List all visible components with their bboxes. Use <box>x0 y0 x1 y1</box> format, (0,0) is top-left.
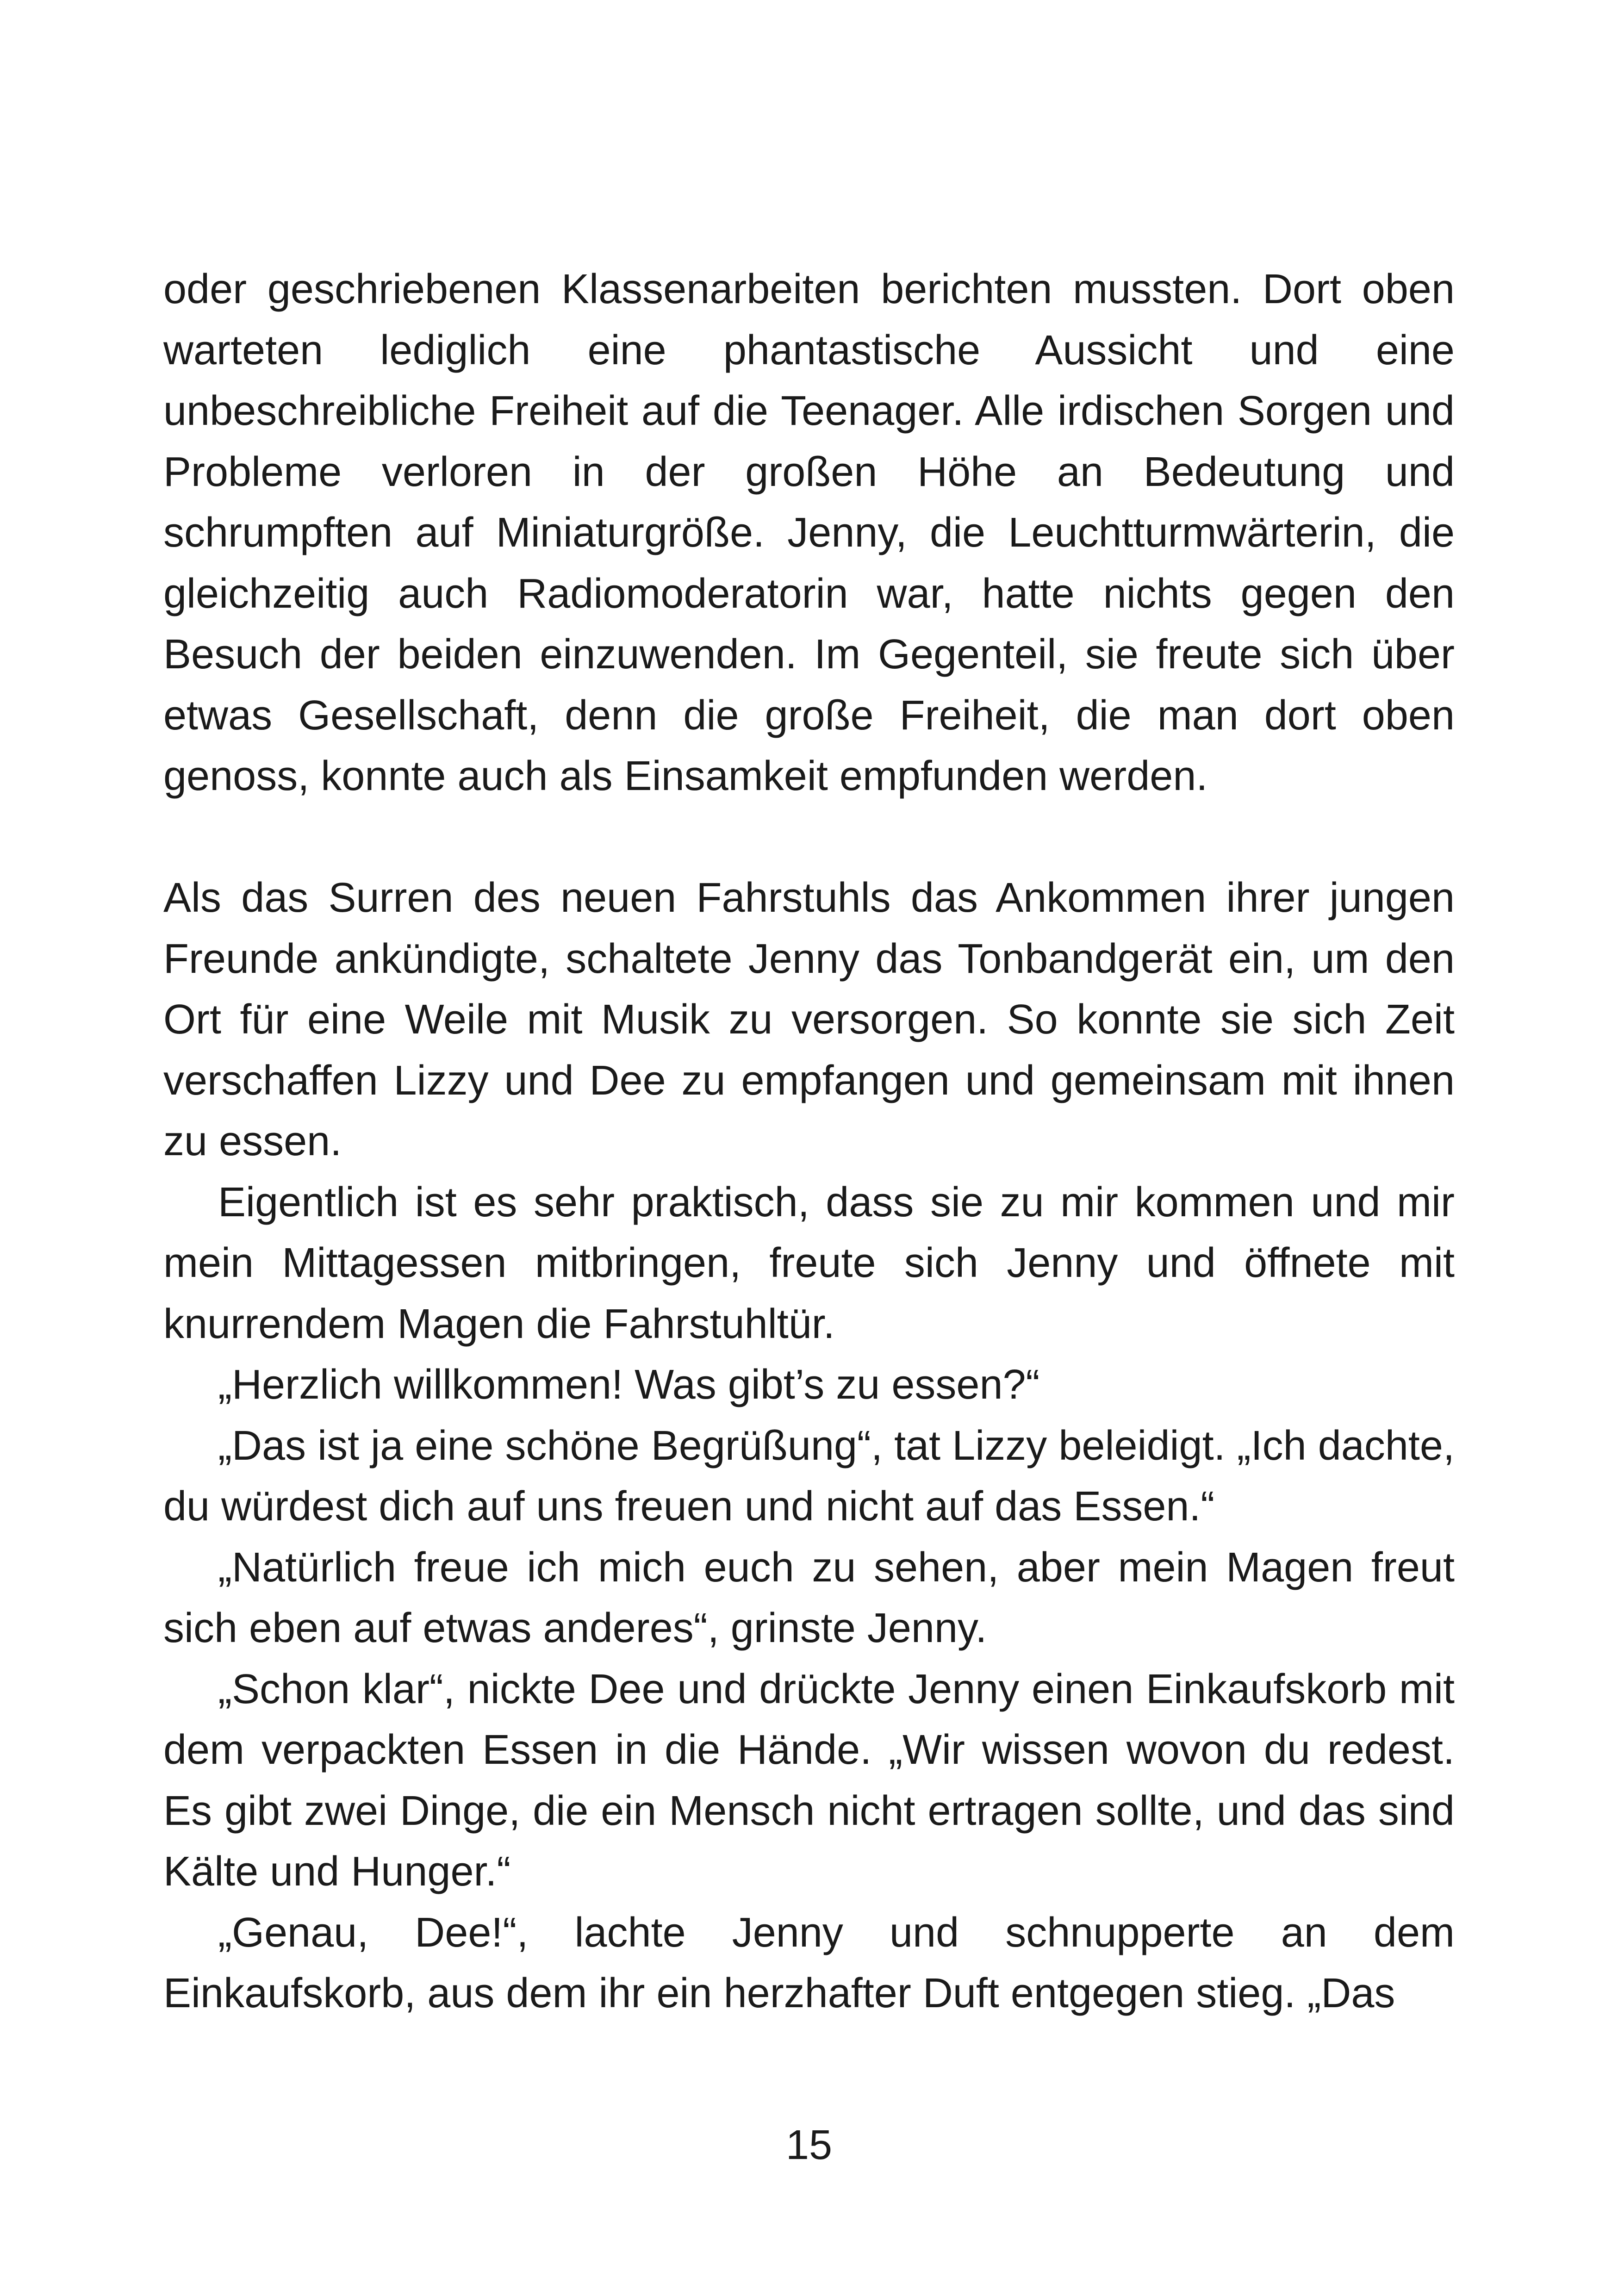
paragraph-4: „Herzlich willkommen! Was gibt’s zu essen?“ <box>218 1362 1040 1408</box>
paragraph-3: Eigentlich ist es sehr praktisch, dass sie zu mir kommen und mir mein Mittagessen mitbringen, freute sich Jenny und öffnete mit knurrendem Magen die Fahrstuhltür. <box>163 1179 1455 1347</box>
paragraph-1: oder geschriebenen Klassenarbeiten berichten mussten. Dort oben warteten lediglich eine phantastische Aussicht und eine unbeschreibliche Freiheit auf die Teenager. Alle irdischen Sorgen und Probleme verloren in der großen Höhe an Bedeutung und schrumpften auf Miniaturgröße. Jenny, die Leuchtturmwärterin, die gleichzeitig auch Radiomoderatorin war, hatte nichts gegen den Besuch der beiden einzuwenden. Im Gegenteil, sie freute sich über etwas Gesellschaft, denn die große Freiheit, die man dort oben genoss, konnte auch als Einsamkeit empfunden werden. <box>163 266 1455 799</box>
paragraph-spacer <box>163 807 1455 868</box>
paragraph-2: Als das Surren des neuen Fahrstuhls das Ankommen ihrer jungen Freunde ankündigte, schaltete Jenny das Tonbandgerät ein, um den Ort für eine Weile mit Musik zu versorgen. So konnte sie sich Zeit verschaffen Lizzy und Dee zu empfangen und gemeinsam mit ihnen zu essen. <box>163 875 1455 1164</box>
paragraph-7: „Schon klar“, nickte Dee und drückte Jenny einen Einkaufskorb mit dem verpackten Essen in die Hände. „Wir wissen wovon du redest. Es gibt zwei Dinge, die ein Mensch nicht ertragen sollte, und das sind Kälte und Hunger.“ <box>163 1666 1455 1895</box>
page-number: 15 <box>785 2122 833 2168</box>
body-text <box>163 259 1455 2024</box>
paragraph-5: „Das ist ja eine schöne Begrüßung“, tat Lizzy beleidigt. „Ich dachte, du würdest dich auf uns freuen und nicht auf das Essen.“ <box>163 1422 1455 1530</box>
paragraph-8: „Genau, Dee!“, lachte Jenny und schnupperte an dem Einkaufskorb, aus dem ihr ein herzhafter Duft entgegen stieg. „Das <box>163 1909 1455 2016</box>
paragraph-6: „Natürlich freue ich mich euch zu sehen, aber mein Magen freut sich eben auf etwas anderes“, grinste Jenny. <box>163 1544 1455 1651</box>
